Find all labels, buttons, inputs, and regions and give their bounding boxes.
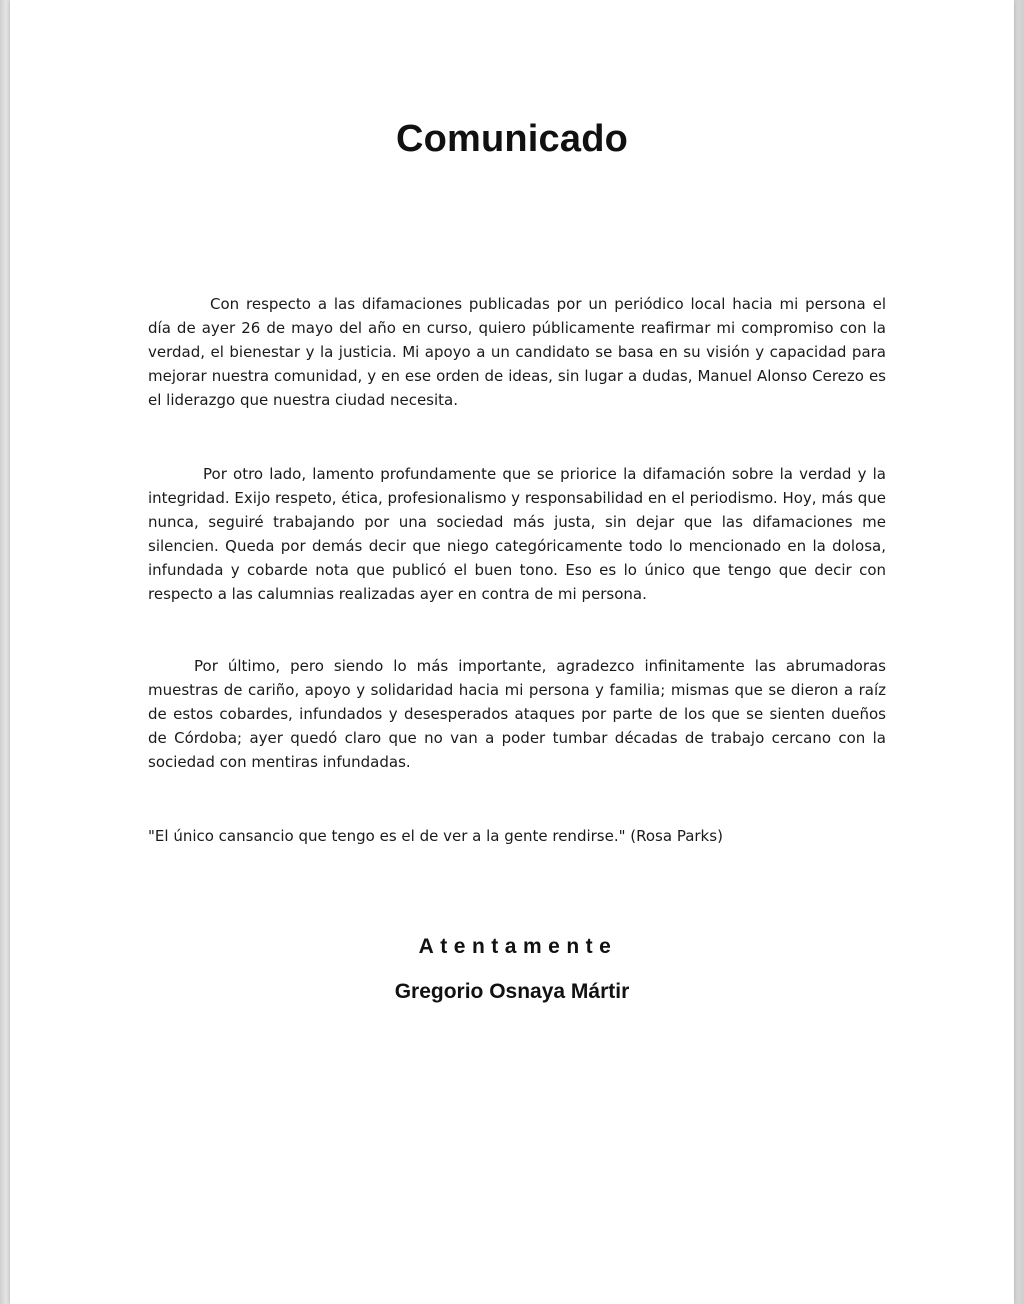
paragraph-3: Por último, pero siendo lo más importante, agradezco infinitamente las abrumadoras muestras de cariño, apoyo y solidaridad hacia mi persona y familia; mismas que se dieron a raíz de estos cobardes, infundados y desesperados ataques por parte de los que se sienten dueños de Córdoba; ayer quedó claro que no van a poder tumbar décadas de trabajo cercano con la sociedad con mentiras infundadas. — [148, 657, 886, 771]
closing-salutation: Atentamente — [418, 935, 618, 958]
paragraph-1: Con respecto a las difamaciones publicadas por un periódico local hacia mi persona el día de ayer 26 de mayo del año en curso, quiero públicamente reafirmar mi compromiso con la verdad, el bienestar y la justicia. Mi apoyo a un candidato se basa en su visión y capacidad para mejorar nuestra comunidad, y en ese orden de ideas, sin lugar a dudas, Manuel Alonso Cerezo es el liderazgo que nuestra ciudad necesita. — [148, 295, 886, 409]
document-page — [10, 0, 1014, 1304]
quote: "El único cansancio que tengo es el de ver a la gente rendirse." (Rosa Parks) — [148, 827, 723, 845]
document-title: Comunicado — [395, 118, 629, 160]
signer-name: Gregorio Osnaya Mártir — [394, 980, 630, 1003]
paragraph-2: Por otro lado, lamento profundamente que se priorice la difamación sobre la verdad y la integridad. Exijo respeto, ética, profesionalismo y responsabilidad en el periodismo. Hoy, más que nunca, seguiré trabajando por una sociedad más justa, sin dejar que las difamaciones me silencien. Queda por demás decir que niego categóricamente todo lo mencionado en la dolosa, infundada y cobarde nota que publicó el buen tono. Eso es lo único que tengo que decir con respecto a las calumnias realizadas ayer en contra de mi persona. — [148, 465, 886, 603]
